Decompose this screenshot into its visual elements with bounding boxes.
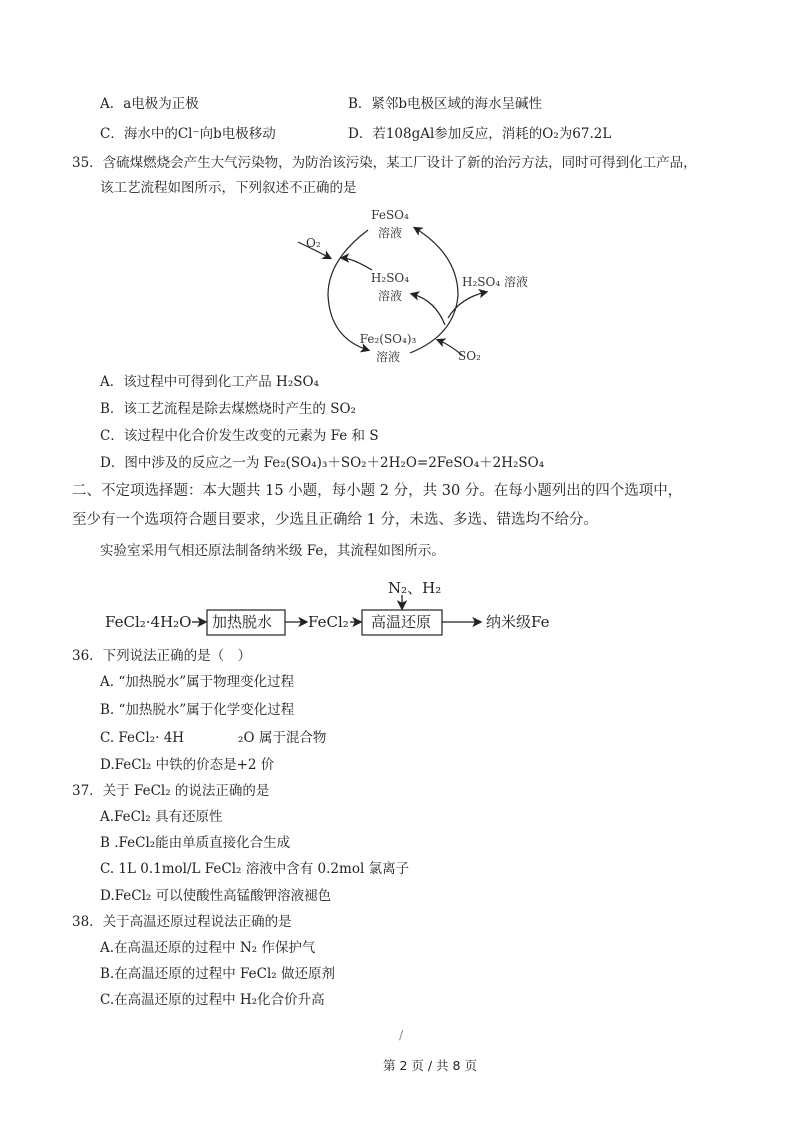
- label-h2so4-inner-solution: 溶液: [377, 289, 403, 303]
- q35-option-b: B．该工艺流程是除去煤燃烧时产生的 SO₂: [100, 401, 356, 417]
- q35-stem-line1: 35．含硫煤燃烧会产生大气污染物，为防治该污染，某工厂设计了新的治污方法，同时可得到化工产品，: [72, 155, 697, 171]
- flow-intermediate-fecl2: FeCl₂: [308, 613, 349, 631]
- label-h2so4-inner: H₂SO₄: [370, 271, 410, 285]
- flow-product-nano-fe: 纳米级Fe: [486, 613, 550, 631]
- arrow-to-inner-h2so4: [412, 294, 445, 325]
- label-feso4-solution: 溶液: [377, 226, 403, 240]
- label-h2so4-out: H₂SO₄ 溶液: [462, 275, 528, 289]
- flow-start-feCl2-4h2o: FeCl₂·4H₂O: [105, 613, 192, 631]
- stray-slash-mark: /: [399, 1027, 404, 1042]
- q37-option-b: B .FeCl₂能由单质直接化合生成: [100, 835, 291, 851]
- sulfur-cycle-diagram: [290, 200, 550, 370]
- flow-step-high-temp-reduction: 高温还原: [371, 613, 432, 631]
- label-so2: SO₂: [458, 349, 481, 363]
- q37-stem: 37．关于 FeCl₂ 的说法正确的是: [72, 783, 270, 799]
- flow-input-gases: N₂、H₂: [388, 579, 442, 597]
- q36-option-a: A. “加热脱水”属于物理变化过程: [100, 674, 295, 690]
- q34-option-c: C．海水中的Cl⁻向b电极移动: [100, 126, 276, 142]
- q38-stem: 38．关于高温还原过程说法正确的是: [72, 914, 292, 930]
- q37-option-d: D.FeCl₂ 可以使酸性高锰酸钾溶液褪色: [100, 888, 332, 904]
- q36-option-d: D.FeCl₂ 中铁的价态是+2 价: [100, 757, 275, 773]
- q34-option-a: A．a电极为正极: [100, 96, 199, 112]
- arrow-to-feso4: [410, 228, 458, 353]
- arrow-h2so4-recycle: [342, 258, 372, 270]
- section2-heading-line1: 二、不定项选择题：本大题共 15 小题，每小题 2 分，共 30 分。在每小题列出的四个选项中，: [72, 483, 683, 499]
- section2-intro: 实验室采用气相还原法制备纳米级 Fe，其流程如图所示。: [100, 543, 445, 559]
- q35-stem-line2: 该工艺流程如图所示，下列叙述不正确的是: [100, 180, 357, 196]
- label-feso4: FeSO₄: [371, 208, 409, 222]
- q38-option-b: B.在高温还原的过程中 FeCl₂ 做还原剂: [100, 966, 335, 982]
- q38-option-c: C.在高温还原的过程中 H₂化合价升高: [100, 992, 325, 1008]
- q34-option-d: D．若108gAl参加反应，消耗的O₂为67.2L: [348, 126, 612, 142]
- q36-option-c: C. FeCl₂· 4H ₂O 属于混合物: [100, 730, 327, 746]
- q36-stem: 36．下列说法正确的是（ ）: [72, 648, 252, 664]
- label-o2: O₂: [306, 236, 321, 250]
- label-fe2so43: Fe₂(SO₄)₃: [359, 332, 417, 346]
- q37-option-a: A.FeCl₂ 具有还原性: [100, 809, 223, 825]
- section2-heading-line2: 至少有一个选项符合题目要求，少选且正确给 1 分，未选、多选、错选均不给分。: [72, 512, 598, 528]
- q36-option-b: B. “加热脱水”属于化学变化过程: [100, 702, 295, 718]
- flow-step-heating-dehydration: 加热脱水: [212, 613, 273, 631]
- q35-option-a: A．该过程中可得到化工产品 H₂SO₄: [100, 374, 319, 390]
- q35-option-c: C．该过程中化合价发生改变的元素为 Fe 和 S: [100, 428, 379, 444]
- label-fe2so43-solution: 溶液: [375, 350, 401, 364]
- q37-option-c: C. 1L 0.1mol/L FeCl₂ 溶液中含有 0.2mol 氯离子: [100, 861, 410, 877]
- q35-option-d: D．图中涉及的反应之一为 Fe₂(SO₄)₃＋SO₂＋2H₂O=2FeSO₄＋2H₂SO₄: [100, 455, 545, 471]
- q38-option-a: A.在高温还原的过程中 N₂ 作保护气: [100, 940, 316, 956]
- page-footer: 第 2 页 / 共 8 页: [383, 1058, 477, 1073]
- q34-option-b: B．紧邻b电极区域的海水呈碱性: [348, 96, 543, 112]
